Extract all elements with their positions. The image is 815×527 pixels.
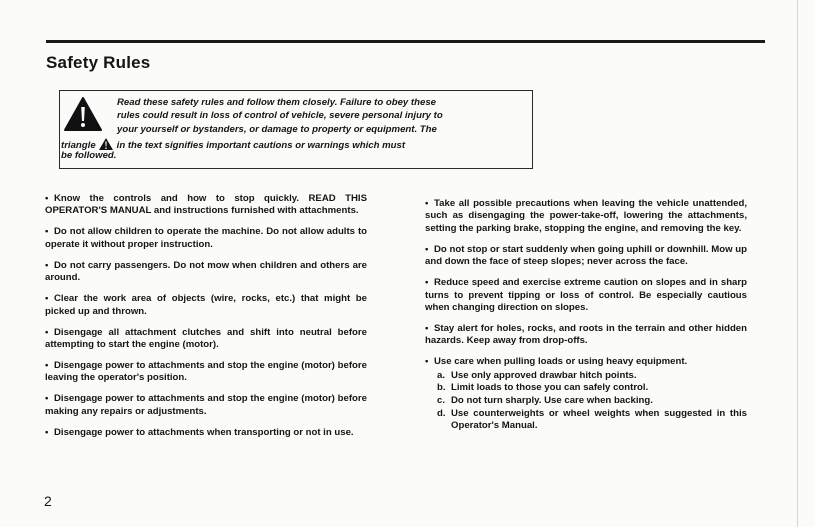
- rule-text: Disengage power to attachments and stop the engine (motor) before making any repairs or adjustments.: [45, 393, 367, 417]
- rule-text: Clear the work area of objects (wire, rocks, etc.) that might be picked up and thrown.: [45, 293, 367, 317]
- bullet: •: [45, 226, 49, 238]
- warning-line-3: your yourself or bystanders, or damage to property or equipment. The: [117, 124, 437, 135]
- rule-item: [45, 327, 367, 352]
- rule-text: Disengage power to attachments and stop the engine (motor) before leaving the operator's position.: [45, 360, 367, 384]
- bullet: •: [45, 326, 49, 338]
- top-rule: [46, 40, 765, 43]
- rule-text: Use care when pulling loads or using heavy equipment.: [434, 356, 688, 368]
- warning-line-4-start: triangle: [61, 140, 96, 151]
- warning-box: [59, 90, 533, 169]
- warning-line-1: Read these safety rules and follow them closely. Failure to obey these: [117, 97, 436, 108]
- sub-list-item: [437, 382, 747, 395]
- rule-item: [425, 244, 747, 269]
- sub-text: Use only approved drawbar hitch points.: [451, 369, 637, 381]
- sub-letter: d.: [437, 407, 446, 419]
- sub-list-item: [437, 395, 747, 408]
- rule-text: Do not stop or start suddenly when going uphill or downhill. Mow up and down the face of steep slopes; never across the face.: [425, 243, 747, 268]
- rule-item: [45, 260, 367, 285]
- sub-list-item: [437, 408, 747, 433]
- bullet: •: [425, 277, 429, 289]
- rule-item: [45, 427, 367, 439]
- rule-text: Stay alert for holes, rocks, and roots in the terrain and other hidden hazards. Keep away from drop-offs.: [425, 323, 747, 347]
- right-column: [425, 198, 747, 433]
- warning-triangle-icon: [63, 96, 103, 132]
- bullet: •: [45, 193, 49, 204]
- rule-item: [425, 356, 747, 368]
- rule-text: Reduce speed and exercise extreme caution on slopes and in sharp turns to prevent tipping or loss of control. Be especially cautious when changing direction on slopes.: [425, 277, 747, 314]
- rule-text: Disengage power to attachments when transporting or not in use.: [54, 426, 354, 438]
- rule-text: Take all possible precautions when leaving the vehicle unattended, such as disengaging the power-take-off, lowering the attachments, setting the parking brake, stopping the engine, and removing the key.: [425, 198, 747, 234]
- warning-line-4-end: in the text signifies important cautions or warnings which must: [116, 140, 406, 151]
- page-number: 2: [44, 493, 52, 509]
- sub-letter: a.: [437, 369, 446, 381]
- bullet: •: [425, 243, 429, 255]
- rule-text: Do not allow children to operate the machine. Do not allow adults to operate it without proper instruction.: [45, 226, 367, 250]
- inline-warning-triangle-icon: [98, 137, 114, 151]
- rule-item: [425, 198, 747, 235]
- sub-text: Limit loads to those you can safely control.: [451, 382, 649, 394]
- rule-item: [45, 393, 367, 418]
- bullet: •: [425, 356, 429, 368]
- rule-text: Disengage all attachment clutches and shift into neutral before attempting to start the engine (motor).: [45, 326, 367, 351]
- sub-letter: c.: [437, 395, 446, 407]
- bullet: •: [45, 393, 49, 405]
- sub-letter: b.: [437, 382, 446, 394]
- sub-list-item: [437, 370, 747, 383]
- rule-item: [45, 226, 367, 251]
- rule-item: [425, 277, 747, 314]
- page-edge: [797, 0, 798, 527]
- page-title: Safety Rules: [46, 53, 151, 72]
- rule-item: [45, 360, 367, 385]
- rule-item: [45, 193, 367, 218]
- bullet: •: [425, 323, 429, 335]
- bullet: •: [45, 426, 49, 438]
- bullet: •: [45, 360, 49, 372]
- bullet: •: [425, 198, 429, 209]
- rule-text: Know the controls and how to stop quickly. READ THIS OPERATOR'S MANUAL and instructions furnished with attachments.: [45, 193, 367, 217]
- rule-item: [45, 293, 367, 318]
- warning-line-2: rules could result in loss of control of vehicle, severe personal injury to: [117, 110, 443, 121]
- rule-item: [425, 323, 747, 348]
- bullet: •: [45, 293, 49, 305]
- sub-text: Do not turn sharply. Use care when backing.: [451, 395, 653, 407]
- sub-list: [425, 370, 747, 433]
- sub-text: Use counterweights or wheel weights when suggested in this Operator's Manual.: [451, 407, 747, 432]
- warning-line-5: be followed.: [61, 150, 117, 161]
- left-column: [45, 193, 367, 448]
- rule-text: Do not carry passengers. Do not mow when children and others are around.: [45, 259, 367, 284]
- bullet: •: [45, 259, 49, 271]
